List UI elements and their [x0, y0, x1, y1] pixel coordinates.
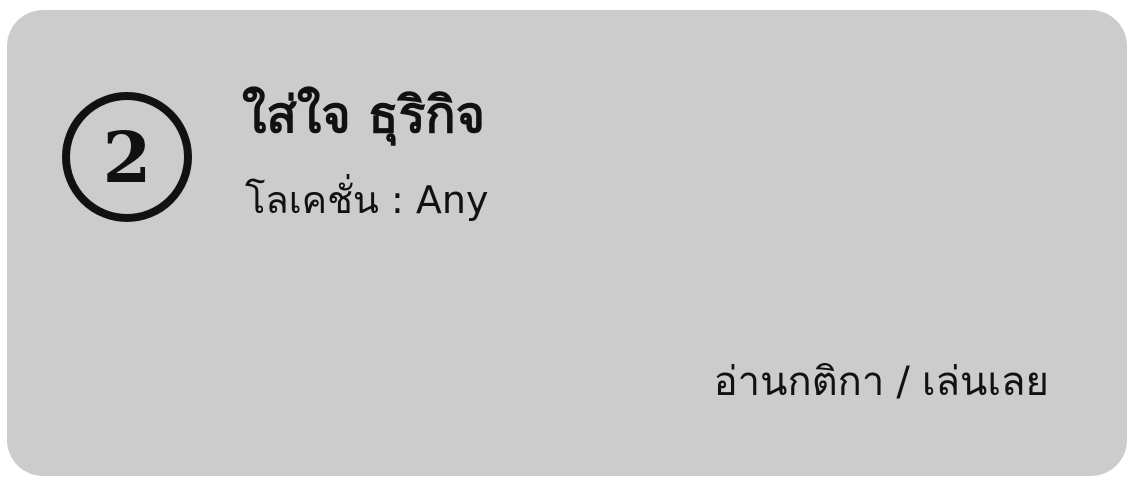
- number-badge: [62, 92, 192, 222]
- read-rules-link[interactable]: อ่านกติกา: [713, 359, 885, 405]
- play-now-link[interactable]: เล่นเลย: [921, 359, 1049, 405]
- game-card: [7, 10, 1127, 476]
- card-actions: [714, 360, 1049, 404]
- card-title: ใส่ใจ ธุริกิจ: [242, 86, 485, 144]
- location-label: โลเคชั่น: [245, 178, 379, 222]
- location-separator: :: [390, 178, 404, 222]
- badge-number: 2: [102, 116, 152, 199]
- location-value: Any: [415, 178, 489, 222]
- location-line: [245, 180, 488, 222]
- action-separator: /: [896, 359, 910, 405]
